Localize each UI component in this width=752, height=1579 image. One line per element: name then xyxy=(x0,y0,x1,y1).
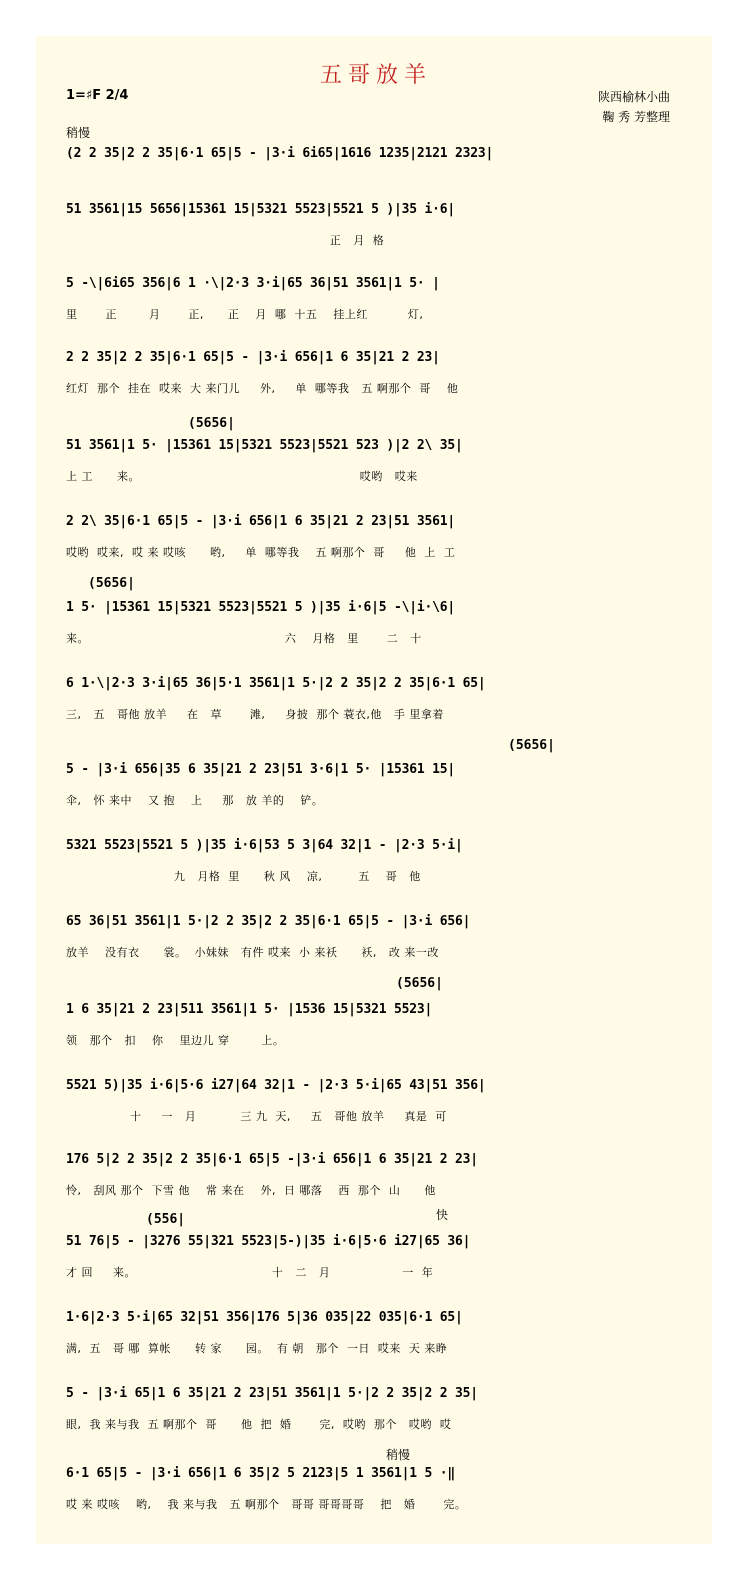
notation-line: 2 2\ 35|6·1 65|5 - |3·i 656|1 6 35|21 2 23|51 3561| xyxy=(66,514,455,529)
lyric-line: 怜, 刮风 那个 下雪 他 常 来在 外, 日 哪落 西 那个 山 他 xyxy=(66,1184,436,1197)
notation-line: 51 3561|15 5656|15361 15|5321 5523|5521 5 )|35 i·6| xyxy=(66,202,455,217)
notation-line: 6 1·\|2·3 3·i|65 36|5·1 3561|1 5·|2 2 35|2 2 35|6·1 65| xyxy=(66,676,486,691)
ossia-passage: (556| xyxy=(146,1212,186,1227)
notation-line: 5 - |3·i 656|35 6 35|21 2 23|51 3·6|1 5· |15361 15| xyxy=(66,762,455,777)
lyric-line: 三, 五 哥他 放羊 在 草 滩, 身披 那个 蓑衣,他 手 里拿着 xyxy=(66,708,444,721)
notation-line: 6·1 65|5 - |3·i 656|1 6 35|2 5 2123|5 1 3561|1 5 ·‖ xyxy=(66,1466,455,1481)
ossia-passage: (5656| xyxy=(508,738,555,753)
notation-line: (2 2 35|2 2 35|6·1 65|5 - |3·i 6i65|1616 1235|2121 2323| xyxy=(66,146,494,161)
lyric-line: 来。 六 月格 里 二 十 xyxy=(66,632,422,645)
notation-line: 2 2 35|2 2 35|6·1 65|5 - |3·i 656|1 6 35|21 2 23| xyxy=(66,350,440,365)
notation-line: 5521 5)|35 i·6|5·6 i27|64 32|1 - |2·3 5·i|65 43|51 356| xyxy=(66,1078,486,1093)
lyric-line: 领 那个 扣 你 里边儿 穿 上。 xyxy=(66,1034,285,1047)
lyric-line: 满, 五 哥 哪 算帐 转 家 园。 有 朝 那个 一日 哎来 天 来睁 xyxy=(66,1342,448,1355)
notation-line: 5321 5523|5521 5 )|35 i·6|53 5 3|64 32|1 - |2·3 5·i| xyxy=(66,838,463,853)
lyric-line: 十 一 月 三 九 天, 五 哥他 放羊 真是 可 xyxy=(66,1110,447,1123)
lyric-line: 放羊 没有衣 裳。 小妹妹 有件 哎来 小 来袄 袄, 改 来一改 xyxy=(66,946,439,959)
lyric-line: 红灯 那个 挂在 哎来 大 来门儿 外, 单 哪等我 五 啊那个 哥 他 xyxy=(66,382,459,395)
lyric-line: 正 月 格 xyxy=(66,234,385,247)
notation-line: 1 6 35|21 2 23|511 3561|1 5· |1536 15|5321 5523| xyxy=(66,1002,433,1017)
notation-line: 51 3561|1 5· |15361 15|5321 5523|5521 523 )|2 2\ 35| xyxy=(66,438,463,453)
arranger-credit: 鞠 秀 芳整理 xyxy=(602,110,670,124)
ossia-passage: (5656| xyxy=(396,976,443,991)
notation-line: 5 -\|6i65 356|6 1 ·\|2·3 3·i|65 36|51 3561|1 5· | xyxy=(66,276,440,291)
tempo-mark-start: 稍慢 xyxy=(66,126,91,140)
lyric-line: 里 正 月 正, 正 月 哪 十五 挂上红 灯, xyxy=(66,308,424,321)
notation-line: 5 - |3·i 65|1 6 35|21 2 23|51 3561|1 5·|2 2 35|2 2 35| xyxy=(66,1386,478,1401)
notation-line: 65 36|51 3561|1 5·|2 2 35|2 2 35|6·1 65|5 - |3·i 656| xyxy=(66,914,471,929)
ossia-passage: (5656| xyxy=(88,576,135,591)
lyric-line xyxy=(66,176,686,194)
notation-line: 51 76|5 - |3276 55|321 5523|5-)|35 i·6|5·6 i27|65 36| xyxy=(66,1234,471,1249)
score-title: 五哥放羊 xyxy=(319,63,432,88)
lyric-line: 哎 来 哎咳 哟, 我 来与我 五 啊那个 哥哥 哥哥哥哥 把 婚 完。 xyxy=(66,1498,467,1511)
ossia-passage: (5656| xyxy=(188,416,235,431)
notation-line: 1·6|2·3 5·i|65 32|51 356|176 5|36 035|22 035|6·1 65| xyxy=(66,1310,463,1325)
key-signature: 1=♯F 2/4 xyxy=(66,88,129,103)
lyric-line: 眼, 我 来与我 五 啊那个 哥 他 把 婚 完, 哎哟 那个 哎哟 哎 xyxy=(66,1418,452,1431)
tempo-mark-fast: 快 xyxy=(436,1208,449,1222)
tempo-mark-end: 稍慢 xyxy=(386,1448,411,1462)
lyric-line: 上 工 来。 哎哟 哎来 xyxy=(66,470,418,483)
lyric-line: 哎哟 哎来, 哎 来 哎咳 哟, 单 哪等我 五 啊那个 哥 他 上 工 xyxy=(66,546,456,559)
notation-line: 1 5· |15361 15|5321 5523|5521 5 )|35 i·6|5 -\|i·\6| xyxy=(66,600,455,615)
lyric-line: 才 回 来。 十 二 月 一 年 xyxy=(66,1266,434,1279)
notation-line: 176 5|2 2 35|2 2 35|6·1 65|5 -|3·i 656|1 6 35|21 2 23| xyxy=(66,1152,478,1167)
lyric-line: 九 月格 里 秋 风 凉, 五 哥 他 xyxy=(66,870,421,883)
lyric-line: 伞, 怀 来中 又 抱 上 那 放 羊的 铲。 xyxy=(66,794,324,807)
song-origin: 陕西榆林小曲 xyxy=(597,90,670,104)
